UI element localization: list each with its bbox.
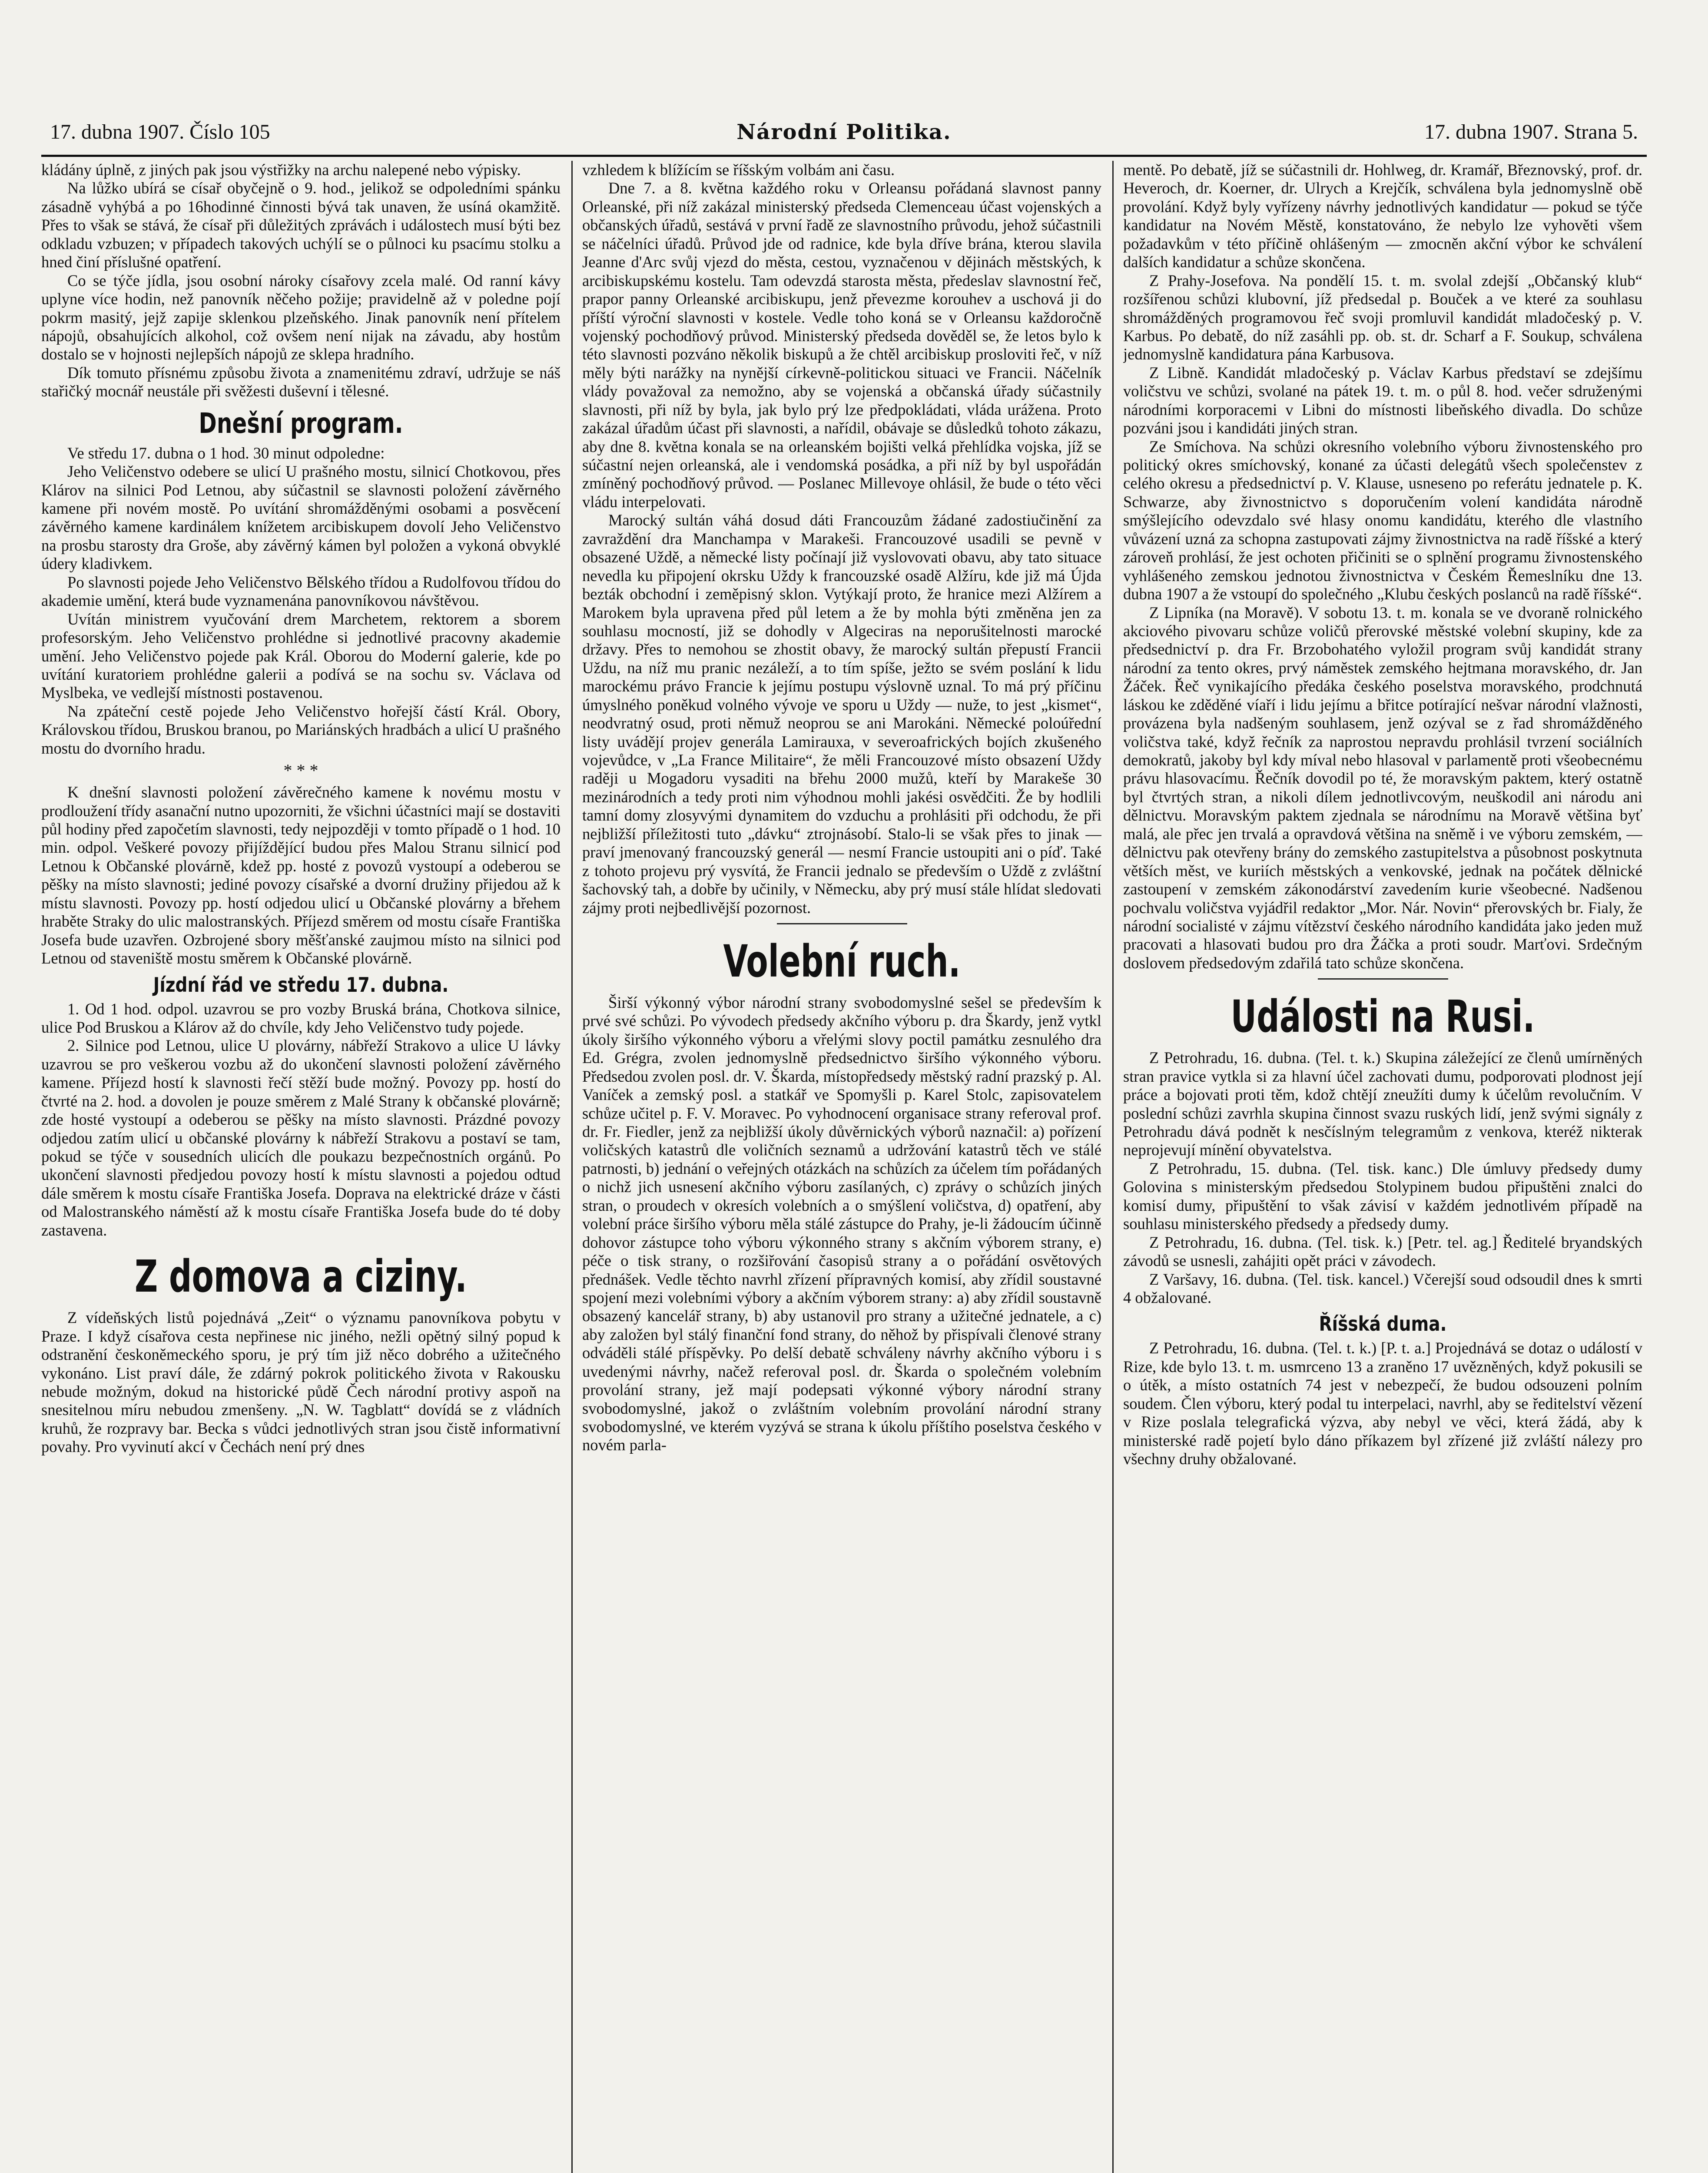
article-paragraph: vzhledem k blížícím se říšským volbám ani času.	[582, 161, 895, 179]
article-paragraph: Marocký sultán váhá dosud dáti Francouzům žádané zadostiučinění za zavraždění dra Manchampa v Marakeši. Francouzové usadili se pevně v obsazené Uždě, a německé listy počínají již vyslovovati obavu, aby tato situace nevedla ku připojení okrsku Uždy k francouzské osadě Alžíru, kde již má Újda bezták obchodní i zeměpisný sklon. Vytýkají proto, že hranice mezi Alžírem a Marokem byla upravena před půl letem a že by mohla býti změněna jen za souhlasu mocností, již se dohodly v Algeciras na neporušitelnosti marocké državy. Přes to nemohou se zhostit obavy, že marocký sultán přepustí Francii Uždu, na níž mu pranic nezáleží, a to tím spíše, ježto se svém poslání k lidu marockému právo Francie k jejímu postupu výslovně uznal. To má prý příčinu úmyslného poněkud volného vývoje ve sporu u Uždy — nuže, to jest „kismet“, neodvratný osud, proti němuž neoprou se ani Marokáni. Německé poloúřední listy uvádějí projev generála Lamirauxa, v severoafrických bojích zkušeného vojevůdce, v „La France Militaire“, že měli Francouzové místo obsazení Uždy raději u Mogadoru vysaditi na břehu 2000 mužů, kteří by Marakeše 30 mezinárodních a tedy proti nim výhodnou mohli jakési osvědčiti. Že by hodlili tamní domy zlosyvými dynamitem do vzduchu a prohlásiti při odchodu, že při nejbližší příležitosti tuto „dávku“ ztrojnásobí. Stalo-li se však přes to jinak — praví jmenovaný francouzský generál — nesmí Francie ustoupiti ani o píď. Také z tohoto projevu prý vysvítá, že Francii jednalo se především o Uždě z zvláštní šachovský tah, a dobře by učinily, v Německu, aby prý musí stále hlídat sledovati zájmy proti nejbedlivější pozornost.	[582, 511, 1101, 917]
article-paragraph: Z Prahy-Josefova. Na pondělí 15. t. m. svolal zdejší „Občanský klub“ rozšířenou schůzi klubovní, jíž předsedal p. Bouček a ve které za souhlasu shromážděných programovou řeč svoji promluvil kandidát mladočeský p. V. Karbus. Po debatě, do níž zasáhli pp. ob. st. dr. Scharf a F. Soukup, schválena jednomyslně kandidatura pána Karbusova.	[1123, 271, 1642, 363]
column-2	[582, 161, 1101, 2173]
article-paragraph: Z Petrohradu, 16. dubna. (Tel. t. k.) [P. t. a.] Projednává se dotaz o událostí v Rize, kde bylo 13. t. m. usmrceno 13 a zraněno 17 uvězněných, když pokusili se o útěk, a místo ostatních 74 jest v nebezpečí, že budou odsouzeni polním soudem. Člen výboru, který podal tu interpelaci, navrhl, aby se ředitelství vězení v Rize poslala telegrafická výzva, aby nebyl ve věci, která žádá, aby k ministerské radě pojetí bylo dáno příkazem byl zřízené již zvláští nálezy pro všechny druhy obžalované.	[1123, 1339, 1642, 1468]
section-heading-program: Dnešní program.	[199, 407, 403, 440]
article-paragraph: Uvítán ministrem vyučování drem Marchetem, rektorem a sborem profesorským. Jeho Veličenstvo prohlédne si jednotlivé pracovny akademie umění. Jeho Veličenstvo pojede pak Král. Oborou do Moderní galerie, kde po uvítání kuratoriem prohlédne galerii a podívá se na sochu sv. Václava od Myslbeka, ve vedlejší místnosti postavenou.	[41, 610, 560, 702]
masthead-title: Národní Politika.	[736, 120, 952, 144]
divider	[777, 923, 907, 924]
column-1	[41, 161, 560, 2173]
article-paragraph: Z Petrohradu, 16. dubna. (Tel. tisk. k.) [Petr. tel. ag.] Ředitelé bryandských závodů se usnesli, zahájiti opět práci v závodech.	[1123, 1233, 1642, 1270]
article-paragraph: Ze Smíchova. Na schůzi okresního volebního výboru živnostenského pro politický okres smíchovský, konané za účasti delegátů všech společenstev z celého okresu a předsednictví p. V. Klause, usneseno po referátu jednatele p. K. Schwarze, aby živnostnictvo s doporučením volení kandidáta národně smýšlejícího odevzdalo své hlasy onomu kandidátu, kterého dle vlastního vůvázení uzná za schopna zastupovati zájmy živnostnictva na radě říšské a který zároveň prohlásí, že jest ochoten přičiniti se o splnění programu živnostenského vyhlášeného zemskou jednotou živnostnictva v Českém Řemeslníku dne 13. dubna 1907 a že vstoupí do společného „Klubu českých poslanců na radě říšské“.	[1123, 437, 1642, 603]
section-heading-volebni-ruch: Volební ruch.	[723, 935, 961, 987]
article-paragraph: Dne 7. a 8. května každého roku v Orleansu pořádaná slavnost panny Orleanské, při níž zakázal ministerský předseda Clemenceau účast vojenských a občanských úřadů, sestává v první řadě ze slavnostního průvodu, jehož súčastnili se náčelníci úřadů. Průvod jde od radnice, kde byla dříve brána, kterou slavila Jeanne d'Arc svůj vjezd do města, cestou, vyznačenou v dějinách městských, k arcibiskupskému kostelu. Tam odevzdá starosta města, předeslav slavnostní řeč, prapor panny Orleanské arcibiskupu, jenž převezme korouhev a uschová ji do příští výroční slavnosti v kostele. Vedle toho koná se v Orleansu každoročně vojenský pochodňový průvod. Ministerský předseda dověděl se, že letos bylo k této slavnosti pozváno několik biskupů a že chtěl arcibiskup prosloviti řeč, v níž měly býti narážky na nynější církevně-politickou situaci ve Francii. Náčelník vlády považoval za nemožno, aby se vojenská a občanská úřady súčastnily slavnosti, při níž by byla, jak bylo prý lze předpokládati, vláda urážena. Proto zakázal úřadům účast při slavnosti, a nařídil, obávaje se důsledků tohoto zákazu, aby dne 8. května konala se na orleanském bojišti velká přehlídka vojska, jíž se súčastní nejen orleanská, ale i vendomská posádka, a při níž by byl uspořádán zmíněný pochodňový průvod. — Poslanec Millevoye ohlásil, že bude o této věci vládu interpelovati.	[582, 179, 1101, 511]
article-paragraph: Na zpáteční cestě pojede Jeho Veličenstvo hořejší částí Král. Obory, Královskou třídou, Bruskou branou, po Mariánských hradbách a ulicí U prašného mostu do dvorního hradu.	[41, 702, 560, 757]
header-date-issue: 17. dubna 1907. Číslo 105	[50, 120, 270, 143]
section-heading-z-domova: Z domova a ciziny.	[135, 1251, 467, 1303]
page-header	[41, 117, 1647, 157]
newspaper-page	[41, 117, 1647, 2173]
divider	[1318, 978, 1448, 980]
article-paragraph: Z Petrohradu, 15. dubna. (Tel. tisk. kanc.) Dle úmluvy předsedy dumy Golovina s ministerským předsedou Stolypinem budou připuštěni znalci do komisí dumy, připuštění to však závisí v každém jednotlivém případě na souhlasu ministerského předsedy a předsedy dumy.	[1123, 1159, 1642, 1233]
article-paragraph: Dík tomuto přísnému způsobu života a znamenitému zdraví, udržuje se náš stařičký mocnář neustále při svěžesti duševní i tělesné.	[41, 363, 560, 400]
header-date-page: 17. dubna 1907. Strana 5.	[1424, 120, 1638, 143]
article-paragraph: 1. Od 1 hod. odpol. uzavrou se pro vozby Bruská brána, Chotkova silnice, ulice Pod Bruskou a Klárov až do chvíle, kdy Jeho Veličenstvo tudy pojede.	[41, 1000, 560, 1036]
article-paragraph: Po slavnosti pojede Jeho Veličenstvo Bělského třídou a Rudolfovou třídou do akademie umění, která bude vyznamenána panovníkovou návštěvou.	[41, 573, 560, 610]
article-paragraph: Ve středu 17. dubna o 1 hod. 30 minut odpoledne:	[67, 444, 385, 462]
section-heading-risska-duma: Říšská duma.	[1319, 1312, 1447, 1336]
article-paragraph: kládány úplně, z jiných pak jsou výstřižky na archu nalepené nebo výpisky.	[41, 161, 521, 179]
article-paragraph: Z Libně. Kandidát mladočeský p. Václav Karbus představí se zdejšímu voličstvu ve schůzi, svolané na pátek 19. t. m. o půl 8. hod. večer sdruženými národními korporacemi v Libni do místnosti libeňského divadla. Do schůze pozváni jsou i kandidáti jiných stran.	[1123, 363, 1642, 437]
article-paragraph: Z Lipníka (na Moravě). V sobotu 13. t. m. konala se ve dvoraně rolnického akciového pivovaru schůze voličů přerovské městské volební skupiny, kde za předsednictví p. dra Fr. Brzobohatého vyložil program svůj kandidát strany národní za tento okres, prvý náměstek zemského hejtmana moravského, dr. Jan Žáček. Řeč vynikajícího předáka českého poselstva moravského, prodchnutá láskou ke zděděné víaří i lidu jejímu a břitce potírající nešvar národní vlažnosti, provázena byla nadšeným souhlasem, jenž ozýval se z řad shromážděného voličstva také, když řečník za naprostou nepravdu prohlásil tvrzení sociálních demokratů, jakoby byl kdy míval nebo hlasoval v parlamentě proti všeobecnému právu hlasovacímu. Řečník dovodil po té, že moravským paktem, který ostatně byl čtvrtých stran, a nikoli dílem jednotlivcovým, neuškodil ani národu ani dělnictvu. Moravským paktem zjednala se národnímu na Moravě většina byť malá, ale přec jen trvalá a opravdová většina na sněmě i ve výboru zemském, — dělnictvu pak otevřeny brány do zemského zastupitelstva a působnost poskytnuta větších měst, ve kuriích městských a venkovské, jednak na počátek dělnické zastoupení v zemském zákonodárství zavedením kurie všeobecné. Nadšenou pochvalu voličstva vyjádřil redaktor „Mor. Nár. Novin“ přerovských br. Fialy, že národní socialisté v zájmu vítězství českého národního kandidáta jako jeden muž pracovati a hlasovati budou pro dra Žáčka a proti soudr. Marťovi. Srdečným doslovem předsedovým zdařilá tato schůze skončena.	[1123, 603, 1642, 972]
section-heading-udalosti-na-rusi: Události na Rusi.	[1230, 991, 1535, 1043]
article-paragraph: mentě. Po debatě, jíž se súčastnili dr. Hohlweg, dr. Kramář, Březnovský, prof. dr. Heveroch, dr. Koerner, dr. Ulrych a Krejčík, schválena byla jednomyslně obě provolání. Když byly vyřízeny návrhy jednotlivých kandidatur — pokud se týče kandidatur na Novém Městě, konstatováno, že nebylo lze vyhověti všem požadavkům v této příčině ohlášeným — zmocněn akční výbor ke schválení dalších kandidatur a schůze skončena.	[1123, 161, 1642, 271]
section-heading-jizdni-rad: Jízdní řád ve středu 17. dubna.	[153, 973, 449, 997]
article-paragraph: Co se týče jídla, jsou osobní nároky císařovy zcela malé. Od ranní kávy uplyne více hodin, než panovník něčeho požije; pravidelně až v poledne pojí pokrm masitý, jejž zapije sklenkou plzeňského. Jinak panovník není přítelem nápojů, obsahujících alkohol, což ovšem není nijak na závadu, aby hostům dostalo se v hojnosti nejlepších nápojů ze sklepa hradního.	[41, 271, 560, 363]
article-paragraph: Jeho Veličenstvo odebere se ulicí U prašného mostu, silnicí Chotkovou, přes Klárov na silnici Pod Letnou, aby súčastnil se slavnosti položení závěrného kamene při novém mostě. Po uvítání shromážděnými osobami a posvěcení závěrného kamene kardinálem knížetem arcibiskupem dovolí Jeho Veličenstvo na prosbu starosty dra Groše, aby závěrný kámen byl položen a vykoná obvyklé údery kladivkem.	[41, 462, 560, 573]
article-paragraph: Z vídeňských listů pojednává „Zeit“ o významu panovníkova pobytu v Praze. I když císařova cesta nepřinese nic jiného, nežli opětný silný popud k odstranění českoněmeckého sporu, je prý tím již něco dobrého a užitečného vykonáno. List praví dále, že zdárný pokrok politického života v Rakousku nebude možným, dokud na historické půdě Čech národní protivy aspoň na snesitelnou míru nebudou zmenšeny. „N. W. Tagblatt“ dovídá se z vládních kruhů, že rozpravy bar. Becka s vůdci jednotlivých stran jsou čistě informativní povahy. Pro vyvinutí akcí v Čechách není prý dnes	[41, 1309, 560, 1456]
separator-stars: * * *	[283, 761, 318, 781]
article-paragraph: Z Petrohradu, 16. dubna. (Tel. t. k.) Skupina záležející ze členů umírněných stran pravice vytkla si za hlavní účel zachovati dumu, podporovati plodnost její práce a bojovati proti těm, kdož chtějí zneužíti dumy k účelům revolučním. V poslední schůzi zavrhla skupina činnost svazu ruských lidí, jenž svými signály z Petrohradu dává podnět k nesčíslným telegramům z venkova, kteréž nikterak neprojevují mínění obyvatelstva.	[1123, 1049, 1642, 1159]
article-paragraph: K dnešní slavnosti položení závěrečného kamene k novému mostu v prodloužení třídy asanační nutno upozorniti, že všichni účastníci mají se dostaviti půl hodiny před započetím slavnosti, tedy nejpozději v tomto případě o 1 hod. 10 min. odpol. Veškeré povozy přijíždějící budou přes Malou Stranu silnicí pod Letnou k Občanské plovárně, kdež pp. hosté z povozů vystoupí a odeberou se pěšky na místo slavnosti; jediné povozy císařské a dvorní družiny přijedou až k místu slavnosti. Povozy pp. hostí odjedou ulicí u Občanské plovárny a břehem hraběte Straky do ulic malostranských. Příjezd směrem od mostu císaře Františka Josefa bude uzavřen. Ozbrojené sbory měšťanské zaujmou místo na silnici pod Letnou od staveniště mostu směrem k Občanské plovárně.	[41, 783, 560, 967]
article-paragraph: 2. Silnice pod Letnou, ulice U plovárny, nábřeží Strakovo a ulice U lávky uzavrou se pro veškerou vozbu až do ukončení slavnosti položení závěrného kamene. Příjezd hostí k slavnosti řečí stěží bude možný. Povozy pp. hostí do čtvrté na 2. hod. a dovolen je pouze směrem z Malé Strany k občanské plovárně; zde hosté vystoupí a odeberou se pěšky na místo slavnosti. Prázdné povozy odjedou zatím ulicí u občanské plovárny k nábřeží Strakovu a postaví se tam, pokud se týče v sousedních ulicích dle poukazu bezpečnostních orgánů. Po ukončení slavnosti předjedou povozy hostí k místu slavnosti a pojedou odtud dále směrem k mostu císaře Františka Josefa. Doprava na elektrické dráze v části od Malostranského náměstí až k mostu císaře Františka Josefa bude do té doby zastavena.	[41, 1037, 560, 1239]
article-paragraph: Širší výkonný výbor národní strany svobodomyslné sešel se především k prvé své schůzi. Po vývodech předsedy akčního výboru p. dra Škardy, jenž vytkl úkoly širšího výkonného výboru a vřelými slovy poctil památku zesnulého dra Ed. Grégra, zvolen jednomyslně předsednictvo širšího výkonného výboru. Předsedou zvolen posl. dr. V. Škarda, místopředsedy městský radní prazský p. Al. Vaníček a zemský posl. a statkář ve Spomyšli p. Karel Stolc, zapisovatelem schůze učitel p. F. V. Moravec. Po vyhodnocení organisace strany referoval prof. dr. Fr. Fiedler, jenž za nejbližší úkoly důvěrnických výborů naznačil: a) pořízení voličských katastrů dle voličních seznamů a udržování katastrů těch ve stálé patrnosti, b) jednání o veřejných otázkách na schůzích za účelem tím pořádaných o nichž jich usnesení akčního výboru zasílaných, c) zprávy o schůzích jiných stran, o proudech v okresích volebních a o smýšlení voličstva, d) opatření, aby volební práce širšího výboru měla stálé zástupce do Prahy, je-li žádoucím účinně dohovor zástupce toho výboru výkonného strany s akčním výborem strany, e) péče o tisk strany, o rozšiřování časopisů strany a o pořádání osvětových přednášek. Vedle těchto navrhl zřízení přípravných komisí, aby zřídil soustavné spojení mezi volebními výbory a akčním výborem strany: a) aby zřídil soustavně obsazený kancelář strany, b) aby ustanovil pro strany a užitečné jednatele, a c) aby založen byl stálý finanční fond strany, do něhož by přispívali členové strany odváděli stálé příspěvky. Po delší debatě schváleny návrhy akčního výboru i s uvedenými návrhy, načež referoval posl. dr. Škarda o společném volebním provolání strany, jež mají podepsati výkonné výbory národní strany svobodomyslné, jakož o zvláštním volebním provolání národní strany svobodomyslné, ve kterém vyzývá se strana k úkolu příštího poselstva českého v novém parla-	[582, 993, 1101, 1454]
column-3	[1123, 161, 1642, 2173]
article-paragraph: Z Varšavy, 16. dubna. (Tel. tisk. kancel.) Včerejší soud odsoudil dnes k smrti 4 obžalované.	[1123, 1270, 1642, 1306]
article-paragraph: Na lůžko ubírá se císař obyčejně o 9. hod., jelikož se odpoledními spánku zásadně vyhýbá a po 16hodinné činnosti bývá tak unaven, že usíná okamžitě. Přes to však se stává, že císař při důležitých zprávách i událostech musí býti bez odkladu vzbuzen; v případech takových uchýlí se o půlnoci ku psacímu stolku a hned činí příslušné opatření.	[41, 179, 560, 271]
